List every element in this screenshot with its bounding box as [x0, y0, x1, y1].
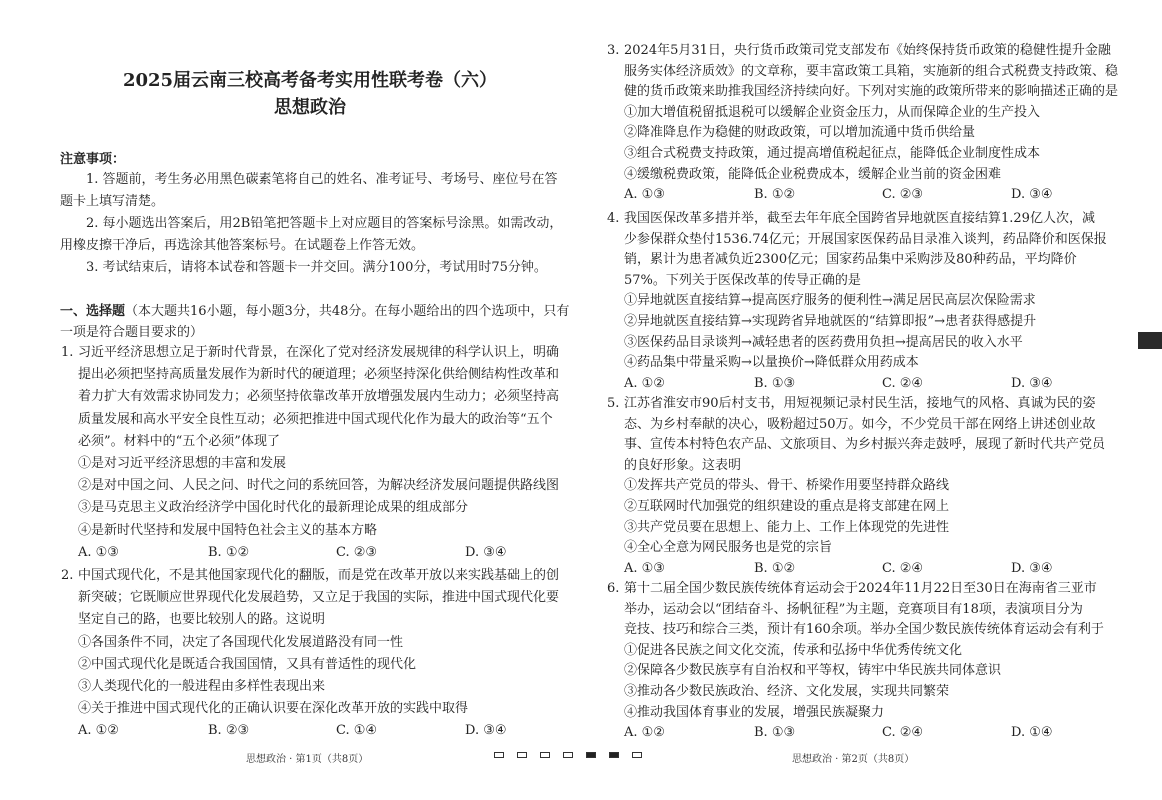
- question-stem-text: 2024年5月31日，央行货币政策司党支部发布《始终保持货币政策的稳健性提升金融: [624, 43, 1111, 58]
- statement-item: ①是对习近平经济思想的丰富和发展: [78, 456, 287, 472]
- page-footer-left: 思想政治 · 第1页（共8页）: [246, 754, 369, 765]
- answer-option[interactable]: B. ①②: [208, 544, 250, 560]
- statement-item: ③推动各少数民族政治、经济、文化发展，实现共同繁荣: [624, 683, 950, 699]
- question-stem-line: [607, 456, 1105, 477]
- answer-option[interactable]: C. ②③: [336, 544, 378, 560]
- answer-option[interactable]: A. ①③: [624, 187, 665, 203]
- answer-option[interactable]: A. ①②: [78, 723, 119, 739]
- page-marker-box: [563, 752, 573, 758]
- page-marker-box: [586, 752, 596, 758]
- section-desc-cont: 一项是符合题目要求的）: [60, 325, 204, 340]
- page-marker-box: [494, 752, 504, 758]
- answer-options: [61, 720, 559, 742]
- answer-option[interactable]: C. ②③: [882, 187, 924, 203]
- question-stem-text: 事、宣传本村特色农产品、文旅项目、为乡村振兴奔走鼓呼，展现了新时代共产党员: [624, 437, 1106, 453]
- answer-option[interactable]: A. ①②: [624, 725, 665, 741]
- question-stem-line: [61, 409, 559, 431]
- question-stem-line: [607, 600, 1104, 621]
- question-stem-text: 我国医保改革多措并举，截至去年年底全国跨省异地就医直接结算1.29亿人次，减: [624, 211, 1095, 226]
- statement-item: ③是马克思主义政治经济学中国化时代化的最新理论成果的组成部分: [78, 500, 469, 516]
- question-number: 2.: [61, 568, 74, 583]
- exam-title: 2025届云南三校高考备考实用性联考卷（六）: [122, 70, 498, 91]
- answer-option[interactable]: B. ①②: [754, 187, 796, 203]
- question-stem-text: 健的货币政策来助推我国经济持续向好。下列对实施的政策所带来的影响描述正确的是: [624, 84, 1119, 100]
- question-stem-line: [607, 82, 1118, 103]
- question-stem-text: 坚定自己的路，也要比较别人的路。这说明: [78, 612, 326, 628]
- answer-option[interactable]: C. ①④: [336, 723, 378, 739]
- notes-line: 2. 每小题选出答案后，用2B铅笔把答题卡上对应题目的答案标号涂黑。如需改动，: [60, 216, 563, 231]
- question-stem-line: [61, 364, 559, 386]
- question-6: [607, 579, 1104, 744]
- statement-item: ②保障各少数民族享有自治权和平等权，铸牢中华民族共同体意识: [624, 663, 1002, 679]
- question-stem-line: [607, 415, 1105, 436]
- question-stem-line: [607, 209, 1107, 230]
- statement-item: ②降准降息作为稳健的财政政策，可以增加流通中货币供给量: [624, 125, 976, 141]
- question-stem-text: 的良好形象。这表明: [624, 457, 742, 473]
- answer-option[interactable]: D. ③④: [465, 723, 507, 739]
- question-number: 1.: [61, 345, 74, 360]
- answer-option[interactable]: A. ①②: [624, 375, 665, 391]
- statement-item: ③组合式税费支持政策，通过提高增值税起征点，能降低企业制度性成本: [624, 145, 1041, 161]
- question-2: [61, 565, 559, 743]
- subject-title: 思想政治: [274, 97, 346, 118]
- page-marker-box: [517, 752, 527, 758]
- question-number: 4.: [607, 211, 620, 226]
- question-stem-line: [607, 435, 1105, 456]
- question-stem-text: 习近平经济思想立足于新时代背景，在深化了党对经济发展规律的科学认识上，明确: [78, 345, 560, 360]
- statement-item: ④药品集中带量采购→以量换价→降低群众用药成本: [624, 355, 919, 371]
- answer-options: [607, 723, 1104, 744]
- question-stem-text: 举办，运动会以“团结奋斗、扬帆征程”为主题，竞赛项目有18项，表演项目分为: [624, 601, 1083, 617]
- answer-option[interactable]: B. ①③: [754, 725, 796, 741]
- page-marker-box: [632, 752, 642, 758]
- question-number: 5.: [607, 396, 620, 411]
- question-stem-line: [61, 342, 559, 364]
- notes: [60, 169, 563, 279]
- question-stem-line: [607, 394, 1105, 415]
- question-1: [61, 342, 559, 564]
- answer-option[interactable]: B. ①③: [754, 375, 796, 391]
- notes-line: 用橡皮擦干净后，再选涂其他答案标号。在试题卷上作答无效。: [60, 238, 425, 253]
- question-stem-line: [607, 579, 1104, 600]
- question-number: 6.: [607, 581, 620, 596]
- question-stem-line: [607, 62, 1118, 83]
- statement-item: ③医保药品目录谈判→减轻患者的医药费用负担→提高居民的收入水平: [624, 334, 1023, 350]
- answer-options: [607, 374, 1107, 395]
- question-stem-line: [607, 230, 1107, 251]
- answer-option[interactable]: D. ③④: [1011, 375, 1053, 391]
- answer-options: [607, 559, 1105, 580]
- question-stem-text: 质量发展和高水平安全良性互动；必须把推进中国式现代化作为最大的政治等“五个: [78, 411, 553, 427]
- statement-item: ②互联网时代加强党的组织建设的重点是将支部建在网上: [624, 498, 950, 514]
- statement-item: ③共产党员要在思想上、能力上、工作上体现党的先进性: [624, 519, 950, 535]
- statement-item: ④推动我国体育事业的发展，增强民族凝聚力: [624, 704, 885, 720]
- question-stem-line: [607, 271, 1107, 292]
- question-stem-line: [61, 587, 559, 609]
- page-marker-box: [540, 752, 550, 758]
- question-stem-line: [61, 565, 559, 587]
- answer-option[interactable]: D. ③④: [1011, 560, 1053, 576]
- answer-option[interactable]: D. ③④: [465, 544, 507, 560]
- answer-option[interactable]: C. ②④: [882, 375, 924, 391]
- notes-heading: 注意事项：: [60, 152, 126, 167]
- notes-line: 1. 答题前，考生务必用黑色碳素笔将自己的姓名、准考证号、考场号、座位号在答: [60, 172, 558, 187]
- question-stem-line: [607, 41, 1118, 62]
- page-footer-right: 思想政治 · 第2页（共8页）: [792, 754, 915, 765]
- answer-option[interactable]: A. ①③: [78, 544, 119, 560]
- notes-line: 3. 考试结束后，请将本试卷和答题卡一并交回。满分100分，考试用时75分钟。: [60, 260, 547, 275]
- question-stem-text: 服务实体经济质效》的文章称，要丰富政策工具箱，实施新的组合式税费支持政策、稳: [624, 63, 1119, 79]
- section-desc: （本大题共16小题，每小题3分，共48分。在每小题给出的四个选项中，只有: [125, 304, 570, 319]
- question-stem-text: 竞技、技巧和综合三类，预计有160余项。举办全国少数民族传统体育运动会有利于: [624, 622, 1104, 638]
- statement-item: ①加大增值税留抵退税可以缓解企业资金压力，从而保障企业的生产投入: [624, 104, 1041, 120]
- statement-item: ④全心全意为网民服务也是党的宗旨: [624, 540, 833, 556]
- answer-option[interactable]: D. ①④: [1011, 725, 1053, 741]
- answer-option[interactable]: B. ②③: [208, 723, 250, 739]
- question-stem-text: 着力扩大有效需求协同发力；必须坚持依靠改革开放增强发展内生动力；必须坚持高: [78, 389, 560, 405]
- question-stem-text: 江苏省淮安市90后村支书，用短视频记录村民生活，接地气的风格、真诚为民的姿: [624, 396, 1096, 411]
- statement-item: ④是新时代坚持和发展中国特色社会主义的基本方略: [78, 522, 378, 538]
- side-tab-marker: [1138, 332, 1162, 349]
- answer-options: [61, 542, 559, 564]
- question-stem-text: 少参保群众垫付1536.74亿元；开展国家医保药品目录准入谈判，药品降价和医保报: [624, 231, 1107, 247]
- question-stem-text: 销，累计为患者减负近2300亿元；国家药品集中采购涉及80种药品，平均降价: [624, 252, 1077, 268]
- answer-option[interactable]: A. ①③: [624, 560, 665, 576]
- question-stem-line: [61, 431, 559, 453]
- statement-item: ②是对中国之问、人民之问、时代之问的系统回答，为解决经济发展问题提供路线图: [78, 478, 560, 494]
- question-stem-text: 新突破；它既顺应世界现代化发展趋势，又立足于我国的实际，推进中国式现代化要: [78, 590, 560, 606]
- question-stem-line: [607, 250, 1107, 271]
- statement-item: ④关于推进中国式现代化的正确认识要在深化改革开放的实践中取得: [78, 701, 469, 717]
- question-stem-text: 中国式现代化，不是其他国家现代化的翻版，而是党在改革开放以来实践基础上的创: [78, 568, 560, 583]
- page-markers: [494, 752, 642, 758]
- page-marker-box: [609, 752, 619, 758]
- statement-item: ①发挥共产党员的带头、骨干、桥梁作用要坚持群众路线: [624, 478, 950, 494]
- question-stem-text: 57%。下列关于医保改革的传导正确的是: [624, 272, 861, 288]
- question-stem-text: 第十二届全国少数民族传统体育运动会于2024年11月22日至30日在海南省三亚市: [624, 581, 1097, 596]
- question-3: [607, 41, 1118, 206]
- question-stem-text: 必须”。材料中的“五个必须”体现了: [78, 433, 280, 449]
- answer-option[interactable]: C. ②④: [882, 560, 924, 576]
- question-4: [607, 209, 1107, 394]
- answer-options: [607, 185, 1118, 206]
- statement-item: ①促进各民族之间文化交流，传承和弘扬中华优秀传统文化: [624, 642, 963, 658]
- question-stem-text: 态、为乡村奉献的决心，吸粉超过50万。如今，不少党员干部在网络上讲述创业故: [624, 416, 1096, 432]
- question-stem-text: 提出必须把坚持高质量发展作为新时代的硬道理；必须坚持深化供给侧结构性改革和: [78, 367, 560, 383]
- question-number: 3.: [607, 43, 620, 58]
- question-stem-line: [61, 386, 559, 408]
- answer-option[interactable]: B. ①②: [754, 560, 796, 576]
- statement-item: ①异地就医直接结算→提高医疗服务的便利性→满足居民高层次保险需求: [624, 293, 1036, 309]
- question-5: [607, 394, 1105, 579]
- section-header: [60, 301, 570, 343]
- question-stem-line: [61, 609, 559, 631]
- notes-line: 题卡上填写清楚。: [60, 194, 165, 209]
- statement-item: ②中国式现代化是既适合我国国情，又具有普适性的现代化: [78, 656, 417, 672]
- question-stem-line: [607, 620, 1104, 641]
- answer-option[interactable]: C. ②④: [882, 725, 924, 741]
- statement-item: ④缓缴税费政策，能降低企业税费成本，缓解企业当前的资金困难: [624, 166, 1002, 182]
- answer-option[interactable]: D. ③④: [1011, 187, 1053, 203]
- section-title: 一、选择题: [60, 304, 126, 319]
- statement-item: ①各国条件不同，决定了各国现代化发展道路没有同一性: [78, 634, 404, 650]
- statement-item: ③人类现代化的一般进程由多样性表现出来: [78, 679, 326, 695]
- statement-item: ②异地就医直接结算→实现跨省异地就医的“结算即报”→患者获得感提升: [624, 313, 1037, 329]
